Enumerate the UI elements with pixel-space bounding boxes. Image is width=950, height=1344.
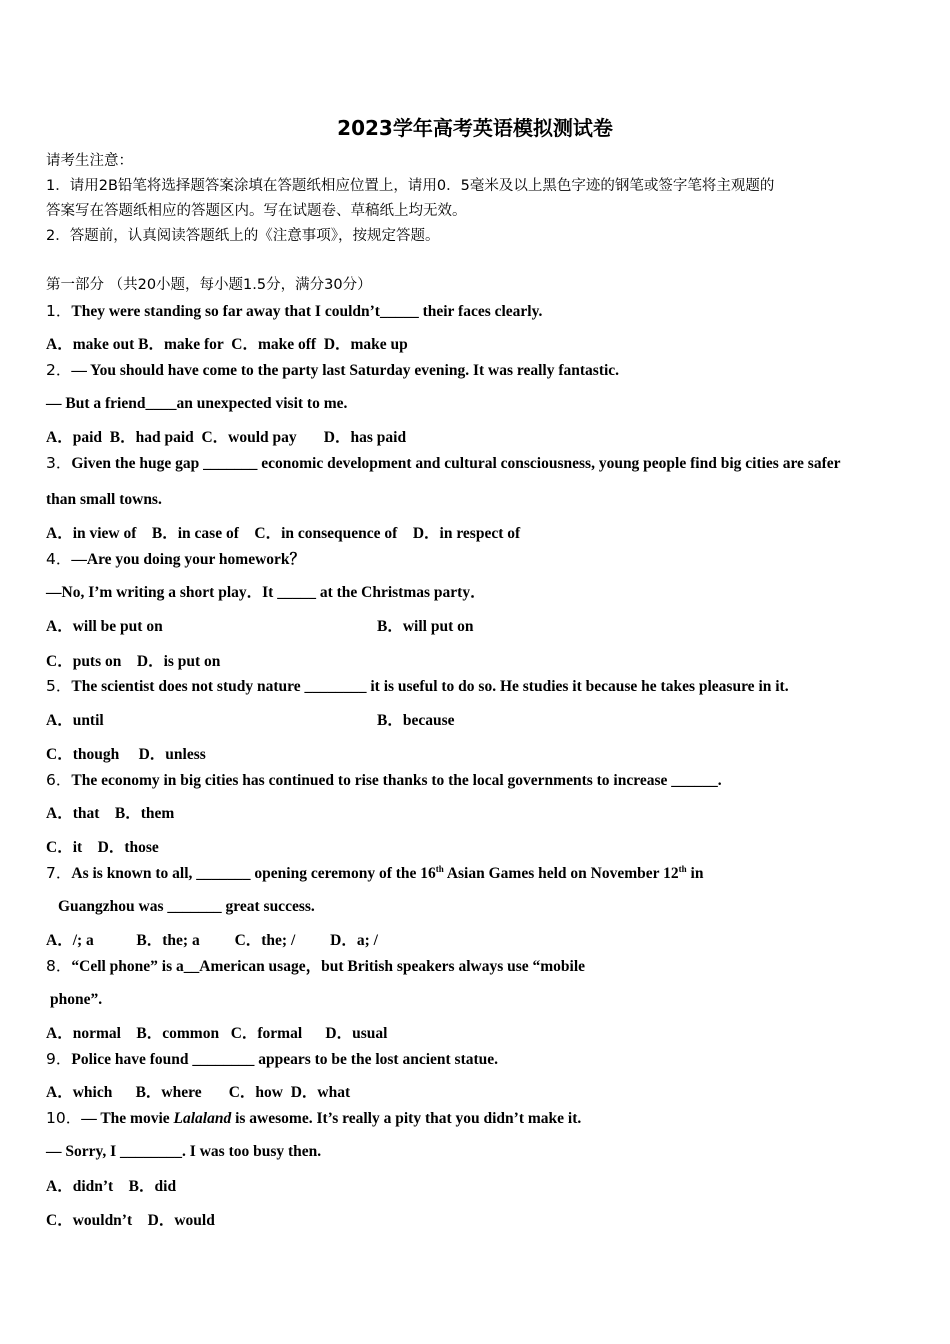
- notice-line-2: 答案写在答题纸相应的答题区内。写在试题卷、草稿纸上均无效。: [46, 203, 467, 219]
- question-8-options: A．normal B．common C．formal D．usual: [46, 1025, 388, 1042]
- question-3-options: A．in view of B．in case of C．in consequence of D．in respect of: [46, 525, 521, 542]
- notice-heading: 请考生注意：: [46, 153, 133, 169]
- question-4-option-a: A．will be put on: [46, 618, 163, 635]
- question-10-stem: 10．— The movie Lalaland is awesome. It’s really a pity that you didn’t make it.: [46, 1109, 582, 1127]
- question-2-stem: 2．— You should have come to the party last Saturday evening. It was really fantastic.: [46, 361, 620, 379]
- question-9-options: A．which B．where C．how D．what: [46, 1084, 351, 1101]
- question-7-options: A．/; a B．the; a C．the; / D．a; /: [46, 932, 378, 949]
- notice-line-1: 1．请用2B铅笔将选择题答案涂填在答题纸相应位置上，请用0．5毫米及以上黑色字迹的钢笔或签字笔将主观题的: [46, 178, 775, 194]
- question-2-stem-reply: — But a friend____an unexpected visit to me.: [46, 395, 348, 412]
- question-4-options-cd: C．puts on D．is put on: [46, 653, 221, 670]
- question-4-stem-reply: —No, I’m writing a short play．It _____ at the Christmas party．: [46, 584, 486, 601]
- question-10-options-cd: C．wouldn’t D．would: [46, 1212, 215, 1229]
- question-5-option-b: B．because: [377, 712, 455, 729]
- question-1-stem: 1．They were standing so far away that I couldn’t_____ their faces clearly.: [46, 302, 543, 320]
- question-6-stem: 6．The economy in big cities has continued to rise thanks to the local governments to increase ______.: [46, 771, 722, 789]
- question-5-options-cd: C．though D．unless: [46, 746, 206, 763]
- notice-line-3: 2．答题前，认真阅读答题纸上的《注意事项》，按规定答题。: [46, 228, 440, 244]
- question-1-options: A．make out B．make for C．make off D．make up: [46, 336, 408, 353]
- page-title: 2023学年高考英语模拟测试卷: [337, 116, 613, 140]
- question-7-stem: 7．As is known to all, _______ opening ceremony of the 16th Asian Games held on November 12th in: [46, 863, 704, 882]
- section-heading: 第一部分 （共20小题，每小题1.5分，满分30分）: [46, 277, 372, 293]
- question-2-options: A．paid B．had paid C．would pay D．has paid: [46, 429, 407, 446]
- question-7-stem-cont: Guangzhou was _______ great success.: [58, 898, 315, 915]
- question-3-stem: 3．Given the huge gap _______ economic development and cultural consciousness, young people find big cities are safer: [46, 454, 841, 472]
- question-9-stem: 9．Police have found ________ appears to be the lost ancient statue.: [46, 1050, 499, 1068]
- question-8-stem: 8．“Cell phone” is a__American usage，but British speakers always use “mobile: [46, 957, 586, 975]
- question-5-option-a: A．until: [46, 712, 104, 729]
- question-6-options-cd: C．it D．those: [46, 839, 159, 856]
- question-8-stem-cont: phone”.: [50, 991, 103, 1008]
- question-6-options-ab: A．that B．them: [46, 805, 175, 822]
- question-3-stem-cont: than small towns.: [46, 491, 162, 508]
- question-10-options-ab: A．didn’t B．did: [46, 1178, 177, 1195]
- question-4-stem: 4．—Are you doing your homework？: [46, 550, 306, 568]
- question-10-stem-reply: — Sorry, I ________. I was too busy then.: [46, 1143, 322, 1160]
- question-4-option-b: B．will put on: [377, 618, 474, 635]
- question-5-stem: 5．The scientist does not study nature ________ it is useful to do so. He studies it because he takes pleasure in it.: [46, 677, 789, 695]
